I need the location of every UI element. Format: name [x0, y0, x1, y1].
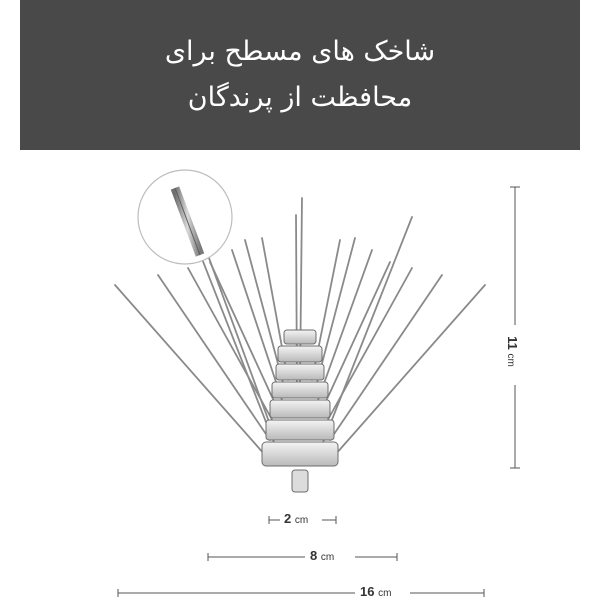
height-unit: cm — [504, 353, 516, 367]
mid-value: 8 — [310, 548, 318, 563]
full-dimension-label — [357, 584, 394, 599]
spike-base — [262, 330, 338, 492]
mid-unit: cm — [320, 552, 335, 563]
base-unit: cm — [294, 515, 309, 526]
full-dimension-line — [118, 589, 484, 597]
mid-dimension-line — [208, 553, 397, 561]
height-value: 11 — [504, 336, 520, 350]
banner-title-line-2: محافظت از پرندگان — [187, 82, 413, 113]
banner-title-line-1: شاخک های مسطح برای — [164, 36, 436, 67]
base-dimension-label — [281, 511, 311, 526]
full-value: 16 — [360, 584, 375, 599]
mid-dimension-label — [307, 548, 337, 563]
magnifier-inset — [138, 170, 232, 264]
full-unit: cm — [378, 588, 392, 599]
height-dimension-line — [510, 187, 520, 468]
base-value: 2 — [284, 511, 292, 526]
height-dimension-label — [505, 333, 520, 370]
